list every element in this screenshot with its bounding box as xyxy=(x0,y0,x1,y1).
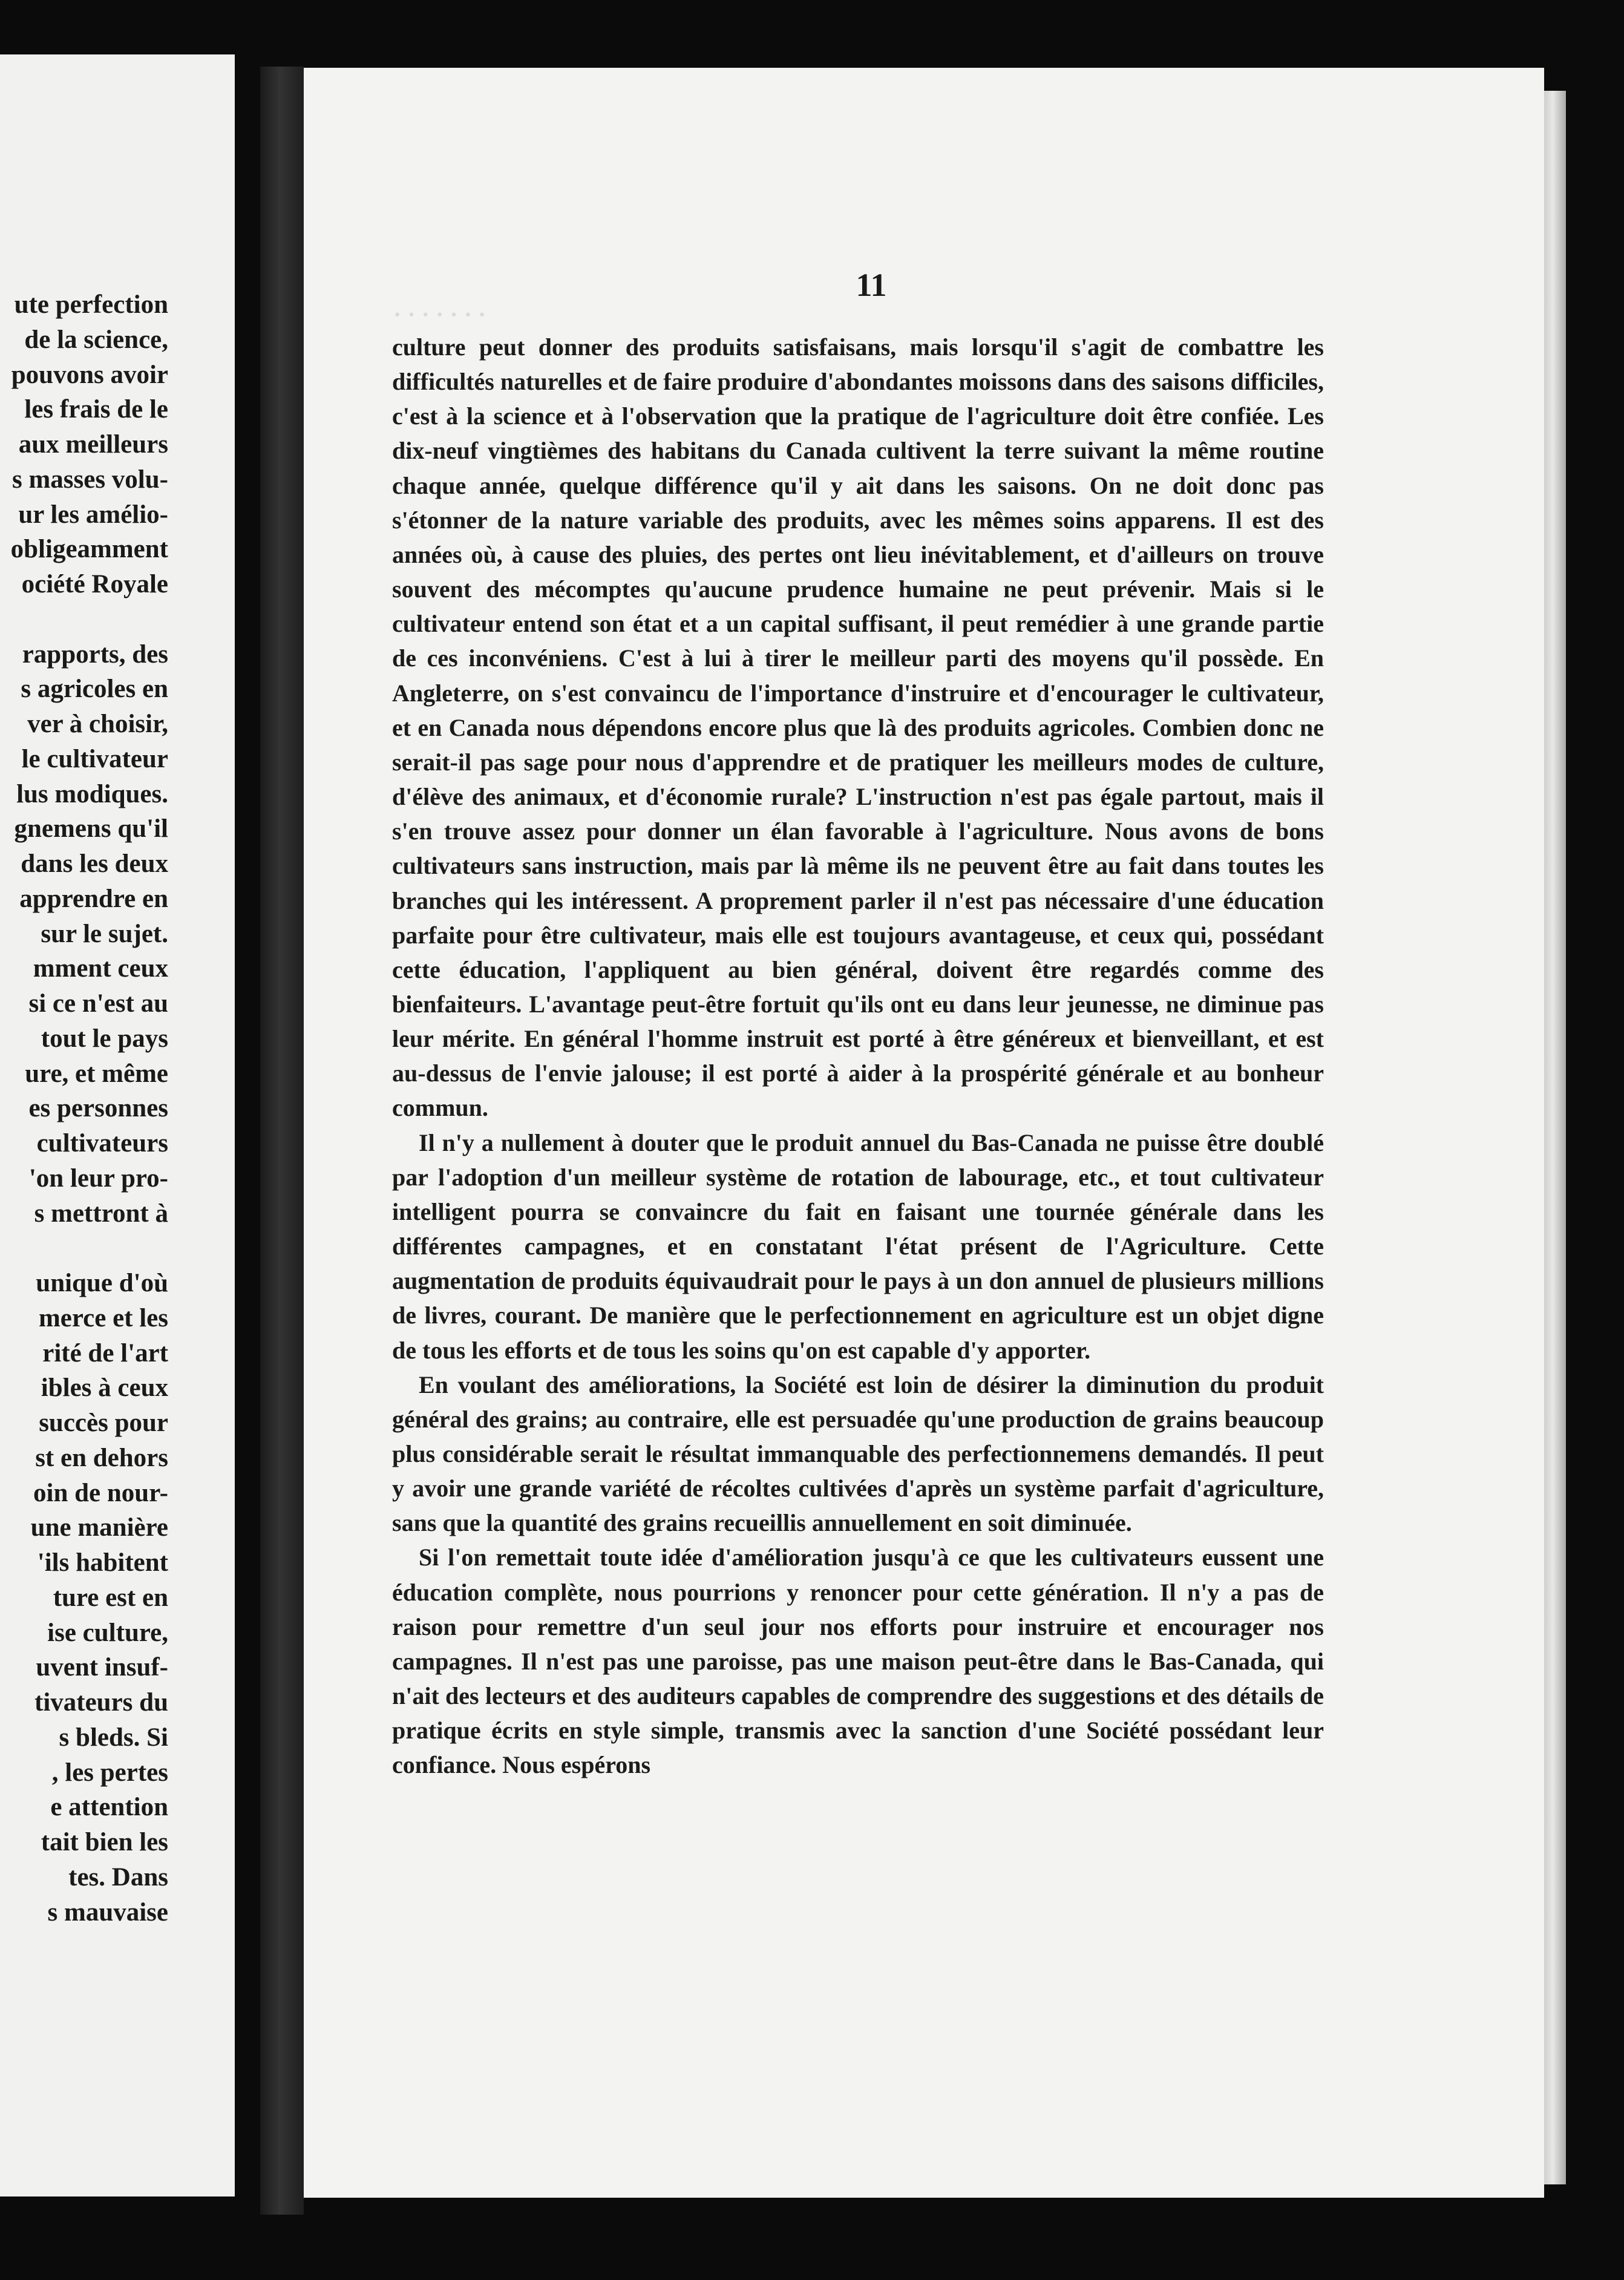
previous-page-line: s mauvaise xyxy=(47,1898,168,1927)
page-body xyxy=(392,330,1324,1783)
previous-page-line: lus modiques. xyxy=(16,779,168,808)
previous-page-line: cultivateurs xyxy=(36,1129,168,1158)
previous-page-line: uvent insuf- xyxy=(36,1653,168,1682)
previous-page-line: unique d'où xyxy=(36,1269,168,1297)
previous-page-text xyxy=(0,287,168,1930)
previous-page-line: sur le sujet. xyxy=(41,919,168,948)
previous-page-line: si ce n'est au xyxy=(28,989,168,1018)
previous-page-line xyxy=(0,1231,168,1266)
previous-page-line: rapports, des xyxy=(22,640,168,669)
previous-page-line xyxy=(0,602,168,637)
previous-page-line: st en dehors xyxy=(35,1443,168,1472)
previous-page-line: mment ceux xyxy=(33,954,168,983)
previous-page-line: ute perfection xyxy=(14,290,168,319)
previous-page-line: ture est en xyxy=(53,1583,168,1612)
previous-page-line: tait bien les xyxy=(41,1828,168,1856)
paragraph: culture peut donner des produits satisfaisans, mais lorsqu'il s'agit de combattre les difficultés naturelles et de faire produire d'abondantes moissons dans des saisons difficiles, c'est à la science et à l'observation que la pratique de l'agriculture doit être confiée. Les dix-neuf vingtièmes des habitans du Canada cultivent la terre suivant la même routine chaque année, quelque différence qu'il y ait dans les saisons. On ne doit donc pas s'étonner de la nature variable des produits, avec les mêmes soins apparens. Il est des années où, à cause des pluies, des pertes ont lieu inévitablement, et d'ailleurs on trouve souvent des mécomptes qu'aucune prudence humaine ne peut prévenir. Mais si le cultivateur entend son état et a un capital suffisant, il peut remédier à une grande partie de ces inconvéniens. C'est à lui à tirer le meilleur parti des moyens qu'il possède. En Angleterre, on s'est convaincu de l'importance d'instruire et d'encourager le cultivateur, et en Canada nous dépendons encore plus que là des produits agricoles. Combien donc ne serait-il pas sage pour nous d'apprendre et de pratiquer les meilleurs modes de culture, d'élève des animaux, et d'économie rurale? L'instruction n'est pas égale partout, mais il s'en trouve assez pour donner un élan favorable à l'agriculture. Nous avons de bons cultivateurs sans instruction, mais par là même ils ne peuvent être au fait dans toutes les branches qui les intéressent. A proprement parler il n'est pas nécessaire d'une éducation parfaite pour être cultivateur, mais elle est toujours avantageuse, et ceux qui, possédant cette éducation, l'appliquent au bien général, doivent être regardés comme des bienfaiteurs. L'avantage peut-être fortuit qu'ils ont eu dans leur jeunesse, ne diminue pas leur mérite. En général l'homme instruit est porté à être généreux et bienveillant, et est au-dessus de l'envie jalouse; il est porté à aider à la prospérité générale et au bonheur commun. xyxy=(392,333,1324,1122)
previous-page xyxy=(0,54,235,2196)
previous-page-line: 'ils habitent xyxy=(37,1548,168,1577)
previous-page-line: de la science, xyxy=(24,325,168,354)
bleed-through-text: · · · · · · · xyxy=(393,301,486,328)
previous-page-line: les frais de le xyxy=(24,395,168,424)
page-edge xyxy=(1544,91,1566,2184)
previous-page-line: es personnes xyxy=(28,1094,168,1123)
previous-page-line: e attention xyxy=(50,1793,168,1822)
paragraph: En voulant des améliorations, la Société est loin de désirer la diminution du produit général des grains; au contraire, elle est persuadée qu'une production de grains beaucoup plus considérable serait le résultat immanquable des perfectionnemens demandés. Il peut y avoir une grande variété de récoltes cultivées d'après un système parfait d'agriculture, sans que la quantité des grains recueillis annuellement en soit diminuée. xyxy=(392,1371,1324,1537)
paragraph: Si l'on remettait toute idée d'amélioration jusqu'à ce que les cultivateurs eussent une éducation complète, nous pourrions y renoncer pour cette génération. Il n'y a pas de raison pour remettre d'un seul jour nos efforts pour instruire et encourager nos campagnes. Il n'est pas une paroisse, pas une maison peut-être dans le Bas-Canada, qui n'ait des lecteurs et des auditeurs capables de comprendre des suggestions et des détails de pratique écrits en style simple, transmis avec la sanction d'une Société possédant leur confiance. Nous espérons xyxy=(392,1544,1324,1779)
previous-page-line: 'on leur pro- xyxy=(28,1164,168,1193)
previous-page-line: succès pour xyxy=(39,1409,168,1437)
previous-page-line: obligeamment xyxy=(10,535,168,564)
paragraph: Il n'y a nullement à douter que le produit annuel du Bas-Canada ne puisse être doublé par l'adoption d'un meilleur système de rotation de labourage, etc., et tout cultivateur intelligent pourra se convaincre du fait en faisant une tournée générale dans les différentes campagnes, et en constatant l'état présent de l'Agriculture. Cette augmentation de produits équivaudrait pour le pays à un don annuel de plusieurs millions de livres, courant. De manière que le perfectionnement en agriculture est un objet digne de tous les efforts et de tous les soins qu'on est capable d'y apporter. xyxy=(392,1129,1324,1364)
previous-page-line: tivateurs du xyxy=(34,1688,168,1717)
previous-page-line: une manière xyxy=(30,1513,168,1542)
previous-page-line: tes. Dans xyxy=(68,1862,168,1892)
previous-page-line: ur les amélio- xyxy=(18,500,168,529)
previous-page-line: ociété Royale xyxy=(21,570,168,598)
page-number: 11 xyxy=(856,267,887,303)
previous-page-line: , les pertes xyxy=(51,1758,168,1787)
previous-page-line: le cultivateur xyxy=(21,744,168,773)
previous-page-line: rité de l'art xyxy=(42,1338,168,1368)
previous-page-line: ise culture, xyxy=(47,1618,168,1647)
book-gutter xyxy=(260,67,304,2215)
previous-page-line: gnemens qu'il xyxy=(14,814,168,844)
previous-page-line: aux meilleurs xyxy=(18,430,168,459)
previous-page-line: dans les deux xyxy=(21,850,168,878)
previous-page-line: merce et les xyxy=(38,1303,168,1332)
previous-page-line: oin de nour- xyxy=(33,1478,168,1507)
previous-page-line: pouvons avoir xyxy=(11,360,168,389)
previous-page-line: ver à choisir, xyxy=(27,710,168,738)
previous-page-line: s mettront à xyxy=(34,1199,168,1228)
previous-page-line: s masses volu- xyxy=(11,465,168,494)
previous-page-line: s bleds. Si xyxy=(59,1723,168,1752)
previous-page-line: tout le pays xyxy=(41,1024,168,1053)
page-divider xyxy=(235,0,264,2280)
previous-page-line: ure, et même xyxy=(25,1059,168,1088)
previous-page-line: apprendre en xyxy=(19,884,168,913)
previous-page-line: s agricoles en xyxy=(21,675,168,704)
previous-page-line: ibles à ceux xyxy=(41,1374,168,1403)
